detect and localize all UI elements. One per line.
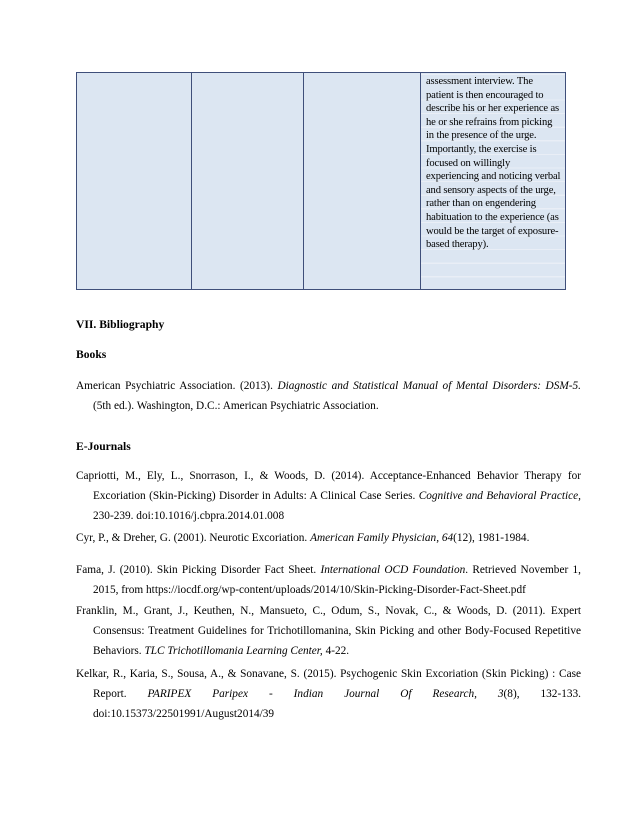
reference-text: (12), 1981-1984. [453,532,530,544]
reference-entry [76,601,581,661]
reference-text: Capriotti, M., Ely, L., Snorrason, I., & Woods, D. (2014). Acceptance-Enhanced Behavior Therapy for Excoriation (Skin-Picking) Disorder in Adults: A Clinical Case Series. [76,470,581,502]
reference-source: International OCD Foundation [320,564,466,576]
reference-text: . Retrieved November 1, 2015, from https://iocdf.org/wp-content/uploads/2014/10/Skin-Picking-Disorder-Fact-Sheet.pdf [93,564,581,596]
reference-entry [76,466,581,526]
reference-source: Diagnostic and Statistical Manual of Mental Disorders: DSM-5. [277,380,581,392]
reference-text: (5th ed.). Washington, D.C.: American Psychiatric Association. [93,400,379,412]
reference-text: 4-22. [322,645,350,657]
table-cell-empty [192,73,304,289]
reference-source: TLC Trichotillomania Learning Center, [144,645,323,657]
reference-source: Cognitive and Behavioral Practice, [418,490,581,502]
reference-text: American Psychiatric Association. (2013). [76,380,278,392]
reference-entry [76,664,581,724]
reference-entry [76,560,581,600]
reference-source: PARIPEX Paripex - Indian Journal Of Research, 3 [147,688,504,700]
ejournals-heading: E-Journals [76,440,131,453]
reference-text: (8), 132-133. doi:10.15373/22501991/August2014/39 [93,688,581,720]
table-cell-empty [77,73,192,289]
reference-entry [76,528,581,548]
section-title: VII. Bibliography [76,318,165,331]
continued-table [76,72,566,290]
table-cell-text: assessment interview. The patient is then encouraged to describe his or her experience as he or she refrains from picking in the presence of the urge. Importantly, the exercise is focused on willingly experiencing and noticing verbal and sensory aspects of the urge, rather than on engendering habituation to the experience (as would be the target of exposure-based therapy). [421,73,565,289]
reference-text: Fama, J. (2010). Skin Picking Disorder Fact Sheet. [76,564,321,576]
reference-text: Kelkar, R., Karia, S., Sousa, A., & Sonavane, S. (2015). Psychogenic Skin Excoriation (Skin Picking) : Case Report. [76,668,581,700]
reference-text: 230-239. doi:10.1016/j.cbpra.2014.01.008 [93,510,285,522]
table-cell-empty [304,73,421,289]
reference-text: Franklin, M., Grant, J., Keuthen, N., Mansueto, C., Odum, S., Novak, C., & Woods, D. (2011). Expert Consensus: Treatment Guidelines for Trichotillomanina, Skin Picking and other Body-Focused Repetitive Behaviors. [76,605,581,657]
books-heading: Books [76,348,107,361]
reference-text: Cyr, P., & Dreher, G. (2001). Neurotic Excoriation. [76,532,311,544]
reference-source: American Family Physician, 64 [310,532,454,544]
reference-entry [76,376,581,416]
